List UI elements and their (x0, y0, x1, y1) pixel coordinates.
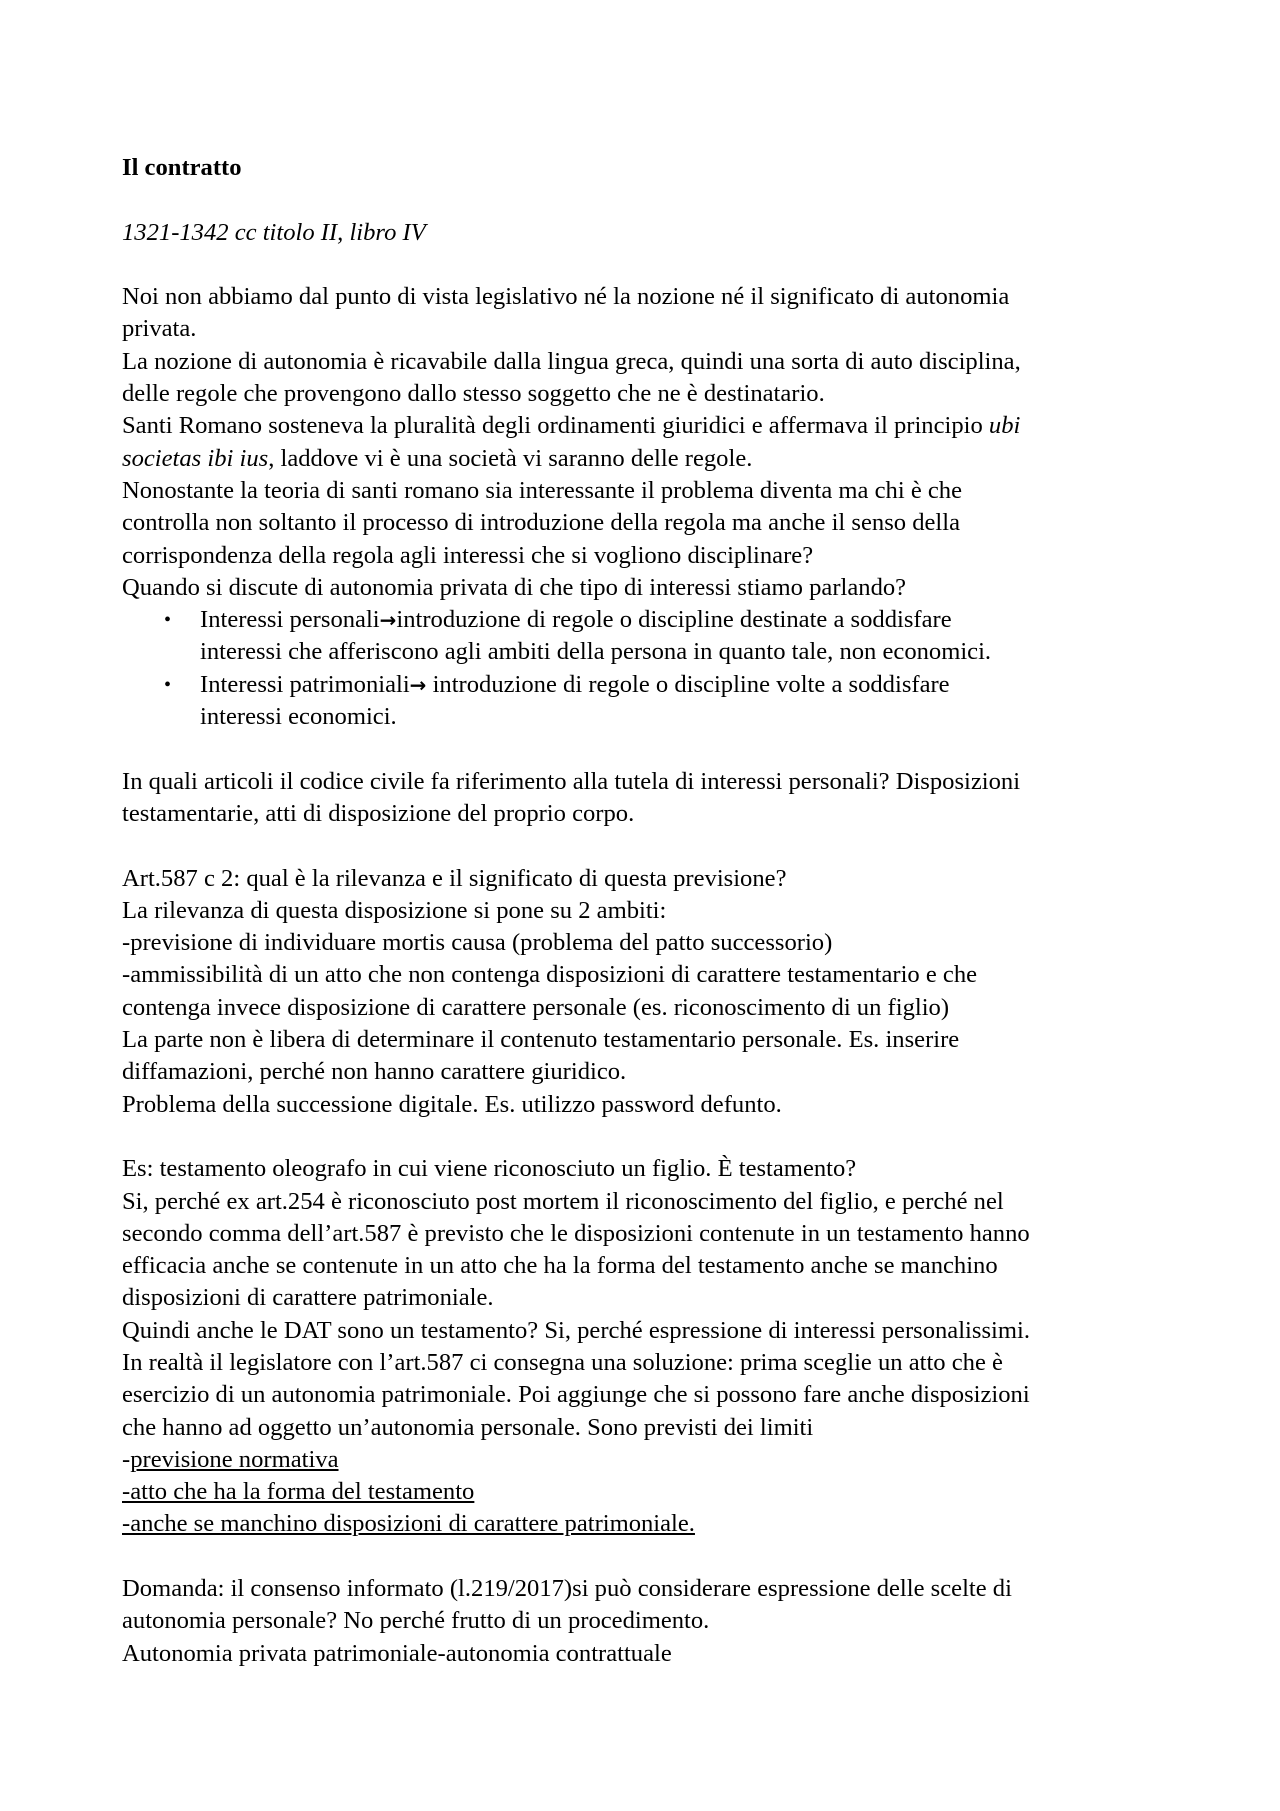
bullet-icon: • (164, 673, 172, 696)
spacer (122, 830, 1182, 862)
text-line: privata. (122, 315, 197, 343)
text-span: , laddove vi è una società vi saranno delle regole. (268, 444, 753, 472)
arrow-right-icon: → (379, 608, 397, 633)
limit-item (122, 1444, 1182, 1476)
code-reference: 1321-1342 cc titolo II, libro IV (122, 218, 426, 246)
bullet-text: interessi economici. (200, 703, 397, 731)
text-line: autonomia personale? No perché frutto di un procedimento. (122, 1607, 710, 1635)
list-item (122, 669, 1182, 734)
text-line: Quindi anche le DAT sono un testamento? Si, perché espressione di interessi personalissimi. (122, 1316, 1030, 1344)
limit-item: -anche se manchino disposizioni di carattere patrimoniale. (122, 1510, 695, 1538)
text-line: secondo comma dell’art.587 è previsto che le disposizioni contenute in un testamento hanno (122, 1219, 1030, 1247)
text-line: che hanno ad oggetto un’autonomia personale. Sono previsti dei limiti (122, 1413, 814, 1441)
text-line: contenga invece disposizione di carattere personale (es. riconoscimento di un figlio) (122, 993, 950, 1021)
text-line: -previsione di individuare mortis causa (problema del patto successorio) (122, 929, 833, 957)
bullet-text: introduzione di regole o discipline volte a soddisfare (426, 670, 950, 698)
text-line: La parte non è libera di determinare il contenuto testamentario personale. Es. inserire (122, 1026, 960, 1054)
text-line: La rilevanza di questa disposizione si pone su 2 ambiti: (122, 896, 667, 924)
text-line: corrispondenza della regola agli interessi che si vogliono disciplinare? (122, 541, 814, 569)
spacer (122, 1541, 1182, 1573)
text-line: efficacia anche se contenute in un atto che ha la forma del testamento anche se manchino (122, 1252, 998, 1280)
list-item (122, 604, 1182, 669)
text-line (122, 443, 1182, 475)
text-line: delle regole che provengono dallo stesso soggetto che ne è destinatario. (122, 380, 825, 408)
bullet-text: interessi che afferiscono agli ambiti della persona in quanto tale, non economici. (200, 638, 992, 666)
bullet-head: Interessi patrimoniali (200, 670, 410, 698)
bullet-text: introduzione di regole o discipline destinate a soddisfare (396, 606, 952, 634)
text-line: Autonomia privata patrimoniale-autonomia contrattuale (122, 1639, 672, 1667)
interest-types-list (122, 604, 1182, 733)
text-line: La nozione di autonomia è ricavabile dalla lingua greca, quindi una sorta di auto disciplina, (122, 347, 1021, 375)
bullet-icon: • (164, 609, 172, 632)
text-span: Santi Romano sosteneva la pluralità degli ordinamenti giuridici e affermava il principio (122, 412, 989, 440)
text-line: Noi non abbiamo dal punto di vista legislativo né la nozione né il significato di autonomia (122, 283, 1010, 311)
spacer (122, 733, 1182, 765)
text-line: disposizioni di carattere patrimoniale. (122, 1284, 494, 1312)
document-page (122, 152, 1182, 1670)
text-line: Art.587 c 2: qual è la rilevanza e il significato di questa previsione? (122, 864, 787, 892)
text-line: controlla non soltanto il processo di introduzione della regola ma anche il senso della (122, 509, 961, 537)
text-line: Nonostante la teoria di santi romano sia interessante il problema diventa ma chi è che (122, 476, 963, 504)
text-line: Domanda: il consenso informato (l.219/2017)si può considerare espressione delle scelte di (122, 1575, 1012, 1603)
text-line: Es: testamento oleografo in cui viene riconosciuto un figlio. È testamento? (122, 1155, 857, 1183)
bullet-head: Interessi personali (200, 606, 380, 634)
text-line: In realtà il legislatore con l’art.587 ci consegna una soluzione: prima sceglie un atto che è (122, 1348, 1003, 1376)
latin-phrase: societas ibi ius (122, 444, 269, 472)
text-line (122, 410, 1182, 442)
spacer (122, 1121, 1182, 1153)
text-line: -ammissibilità di un atto che non contenga disposizioni di carattere testamentario e che (122, 961, 978, 989)
spacer (122, 184, 1182, 216)
text-line: diffamazioni, perché non hanno carattere giuridico. (122, 1058, 627, 1086)
text-line: Si, perché ex art.254 è riconosciuto post mortem il riconoscimento del figlio, e perché nel (122, 1187, 1004, 1215)
text-span: - (122, 1445, 131, 1473)
underlined-text: previsione normativa (130, 1445, 339, 1473)
spacer (122, 249, 1182, 281)
document-title: Il contratto (122, 154, 242, 181)
text-line: esercizio di un autonomia patrimoniale. Poi aggiunge che si possono fare anche disposizioni (122, 1381, 1030, 1409)
text-line: Quando si discute di autonomia privata di che tipo di interessi stiamo parlando? (122, 573, 907, 601)
text-line: In quali articoli il codice civile fa riferimento alla tutela di interessi personali? Disposizioni (122, 767, 1021, 795)
latin-phrase: ubi (988, 412, 1021, 440)
limit-item: -atto che ha la forma del testamento (122, 1478, 475, 1506)
arrow-right-icon: → (409, 672, 427, 697)
text-line: testamentarie, atti di disposizione del proprio corpo. (122, 799, 635, 827)
text-line: Problema della successione digitale. Es. utilizzo password defunto. (122, 1090, 782, 1118)
